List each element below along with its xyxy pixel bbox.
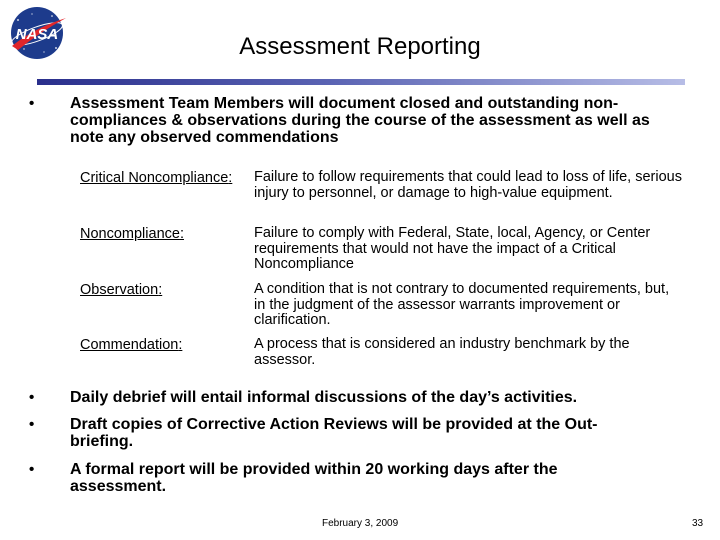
page-number: 33 <box>692 518 704 529</box>
bullet-marker: • <box>29 389 35 406</box>
definition-term: Commendation: <box>80 337 183 353</box>
bullet-text: Assessment Team Members will document closed and outstanding non-compliances & observations during the course of the assessment as well as note any observed commendations <box>70 95 650 146</box>
footer-date: February 3, 2009 <box>322 518 399 529</box>
definition-term: Observation: <box>80 282 163 298</box>
bullet-text: Daily debrief will entail informal discussions of the day’s activities. <box>70 389 578 406</box>
definition-text: Failure to follow requirements that could lead to loss of life, serious injury to personnel, or damage to high-value equipment. <box>254 169 682 201</box>
definition-term: Critical Noncompliance: <box>80 170 233 186</box>
definition-term: Noncompliance: <box>80 226 184 242</box>
definition-text: A condition that is not contrary to documented requirements, but, in the judgment of the assessor warrants improvement or clarification. <box>254 281 670 328</box>
definition-text: Failure to comply with Federal, State, local, Agency, or Center requirements that would not have the impact of a Critical Noncompliance <box>254 225 651 272</box>
bullet-marker: • <box>29 95 35 112</box>
bullet-marker: • <box>29 416 35 433</box>
bullet-text: Draft copies of Corrective Action Reviews will be provided at the Out-briefing. <box>70 416 598 450</box>
bullet-marker: • <box>29 461 35 478</box>
title-divider <box>37 79 685 85</box>
nasa-logo <box>4 4 70 62</box>
definition-text: A process that is considered an industry benchmark by the assessor. <box>254 336 630 368</box>
bullet-text: A formal report will be provided within 20 working days after the assessment. <box>70 461 558 495</box>
logo-wordmark: NASA <box>15 26 59 43</box>
page-title: Assessment Reporting <box>239 33 481 60</box>
